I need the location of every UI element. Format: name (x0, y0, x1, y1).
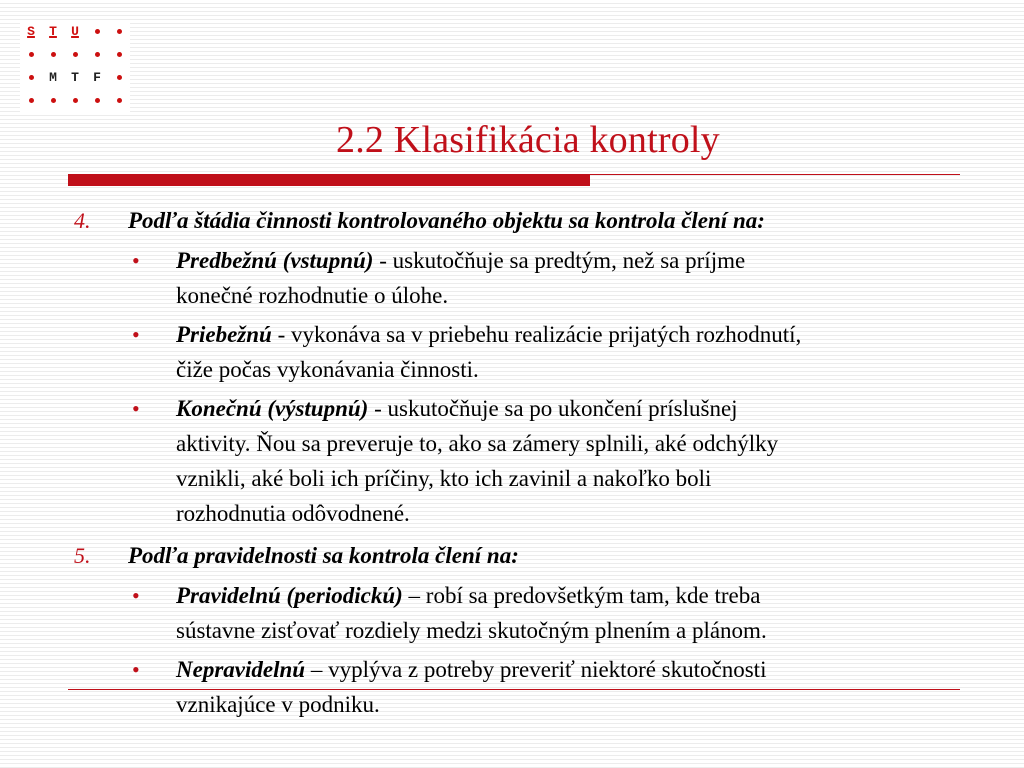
list-item-first-line (176, 394, 738, 424)
section-number: 4. (74, 208, 91, 233)
list-item-text: – vyplýva z potreby preveriť niektoré skutočnosti (305, 657, 767, 682)
list-item-text: konečné rozhodnutie o úlohe. (176, 283, 449, 308)
list-item-first-line (176, 246, 745, 276)
bullet-point: • (132, 396, 140, 421)
list-item-first-line (176, 581, 760, 611)
list-item-term: Nepravidelnú (176, 657, 306, 682)
list-item-text: aktivity. Ňou sa preveruje to, ako sa zámery splnili, aké odchýlky (176, 431, 779, 456)
bullet-point: • (132, 583, 140, 608)
list-item-text: - vykonáva sa v priebehu realizácie prijatých rozhodnutí, (271, 322, 802, 347)
bottom-divider (68, 689, 960, 690)
logo-letter: U (71, 23, 79, 39)
logo-letter: S (27, 23, 35, 39)
list-item-text: - uskutočňuje sa po ukončení príslušnej (368, 396, 738, 421)
bullet-point: • (132, 657, 140, 682)
section-number: 5. (74, 543, 91, 568)
logo-letter: T (71, 69, 79, 85)
section-heading: Podľa pravidelnosti sa kontrola člení na: (128, 543, 519, 568)
list-item-first-line (176, 655, 766, 685)
list-item-text: čiže počas vykonávania činnosti. (176, 357, 479, 382)
list-item-text: – robí sa predovšetkým tam, kde treba (402, 583, 761, 608)
list-item-text: sústavne zisťovať rozdiely medzi skutočným plnením a plánom. (176, 618, 767, 643)
logo-letter: F (93, 69, 101, 85)
section-heading: Podľa štádia činnosti kontrolovaného objektu sa kontrola člení na: (128, 208, 765, 233)
list-item-term: Konečnú (výstupnú) (176, 396, 369, 421)
list-item-text: vznikajúce v podniku. (176, 692, 380, 717)
list-item-text: vznikli, aké boli ich príčiny, kto ich zavinil a nakoľko boli (176, 466, 712, 491)
logo-letter: T (49, 23, 57, 39)
list-item-term: Pravidelnú (periodickú) (176, 583, 403, 608)
list-item-term: Predbežnú (vstupnú) (176, 248, 374, 273)
bullet-point: • (132, 322, 140, 347)
logo-letter: M (49, 69, 57, 85)
list-item-first-line (176, 320, 801, 350)
list-item-text: - uskutočňuje sa predtým, než sa príjme (373, 248, 746, 273)
slide-title: 2.2 Klasifikácia kontroly (336, 119, 720, 161)
bullet-point: • (132, 248, 140, 273)
list-item-text: rozhodnutia odôvodnené. (176, 501, 410, 526)
list-item-term: Priebežnú (176, 322, 272, 347)
